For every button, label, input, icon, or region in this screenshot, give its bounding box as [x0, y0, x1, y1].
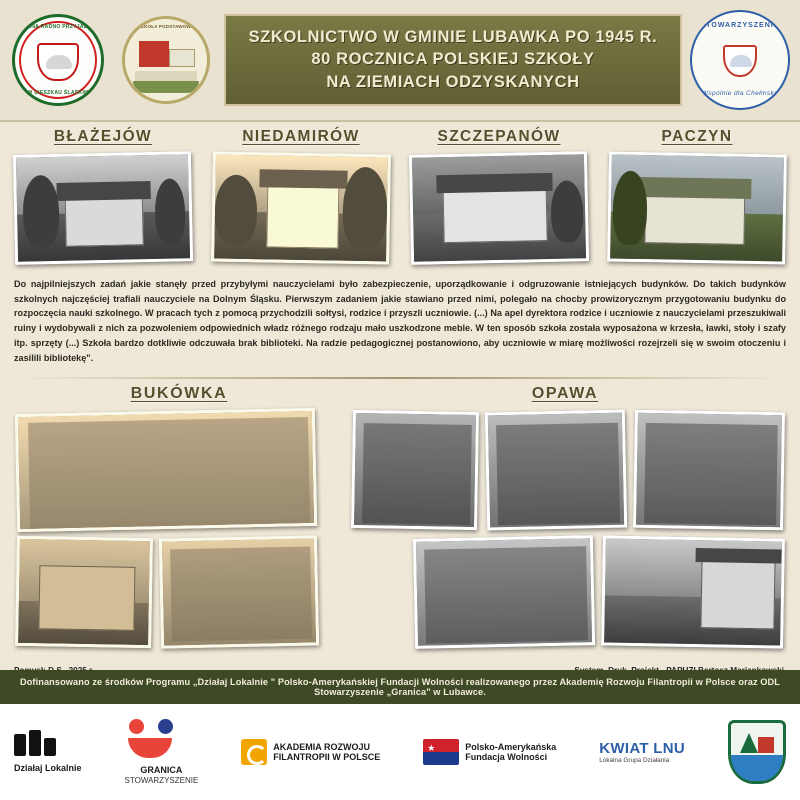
logo-line-2: Fundacja Wolności	[465, 752, 548, 762]
logo-szkoly-icon	[122, 16, 210, 104]
crest-bottom-text: W CIESZKAU ŚLĄSKIM	[27, 90, 89, 96]
title-line-2: 80 ROCZNICA POLSKIEJ SZKOŁY	[311, 50, 595, 69]
gallery-photo	[633, 410, 785, 531]
section-title: OPAWA	[531, 385, 599, 403]
photo-building	[38, 566, 135, 632]
logo-line-1: Działaj	[14, 763, 43, 774]
logo-dzialaj-lokalnie	[14, 730, 82, 773]
photo-group	[362, 423, 472, 525]
photo-tree	[342, 167, 387, 250]
school-logo-building-2	[169, 49, 195, 67]
village-blazejow	[14, 128, 192, 263]
logo-line-2: Lokalnie	[45, 763, 82, 774]
logo-line-1: Polsko-Amerykańska	[465, 741, 557, 752]
photo-group	[170, 547, 312, 642]
gallery-photo	[351, 410, 479, 530]
logo-line-2: STOWARZYSZENIE	[124, 775, 199, 785]
logo-kwiat-lnu	[599, 740, 685, 764]
photo-roof	[696, 548, 782, 563]
village-title: SZCZEPANÓW	[437, 128, 561, 145]
photo-group	[644, 423, 778, 525]
photo-building	[65, 197, 144, 247]
section-opawa	[344, 385, 786, 403]
village-title: BŁAŻEJÓW	[53, 128, 153, 145]
akademia-icon	[241, 739, 267, 765]
logo-stowarzyszenia-icon	[690, 10, 790, 110]
herb-gminy-icon	[12, 14, 104, 106]
bottom-titles	[0, 385, 800, 403]
village-photo	[409, 151, 589, 265]
poster-header	[0, 0, 800, 122]
photo-roof	[56, 181, 150, 201]
village-paczyn	[608, 128, 786, 263]
kwiat-lnu-icon	[599, 740, 685, 764]
logo-pafw	[423, 739, 556, 765]
logo-line-1: GRANICA	[140, 765, 183, 776]
dzialaj-lokalnie-icon	[14, 730, 60, 760]
association-bottom-text: Wspólnie dla Chełmska	[701, 90, 779, 97]
photo-group	[424, 547, 588, 644]
logo-lgd-herb	[728, 720, 786, 784]
gallery-photo	[485, 410, 627, 531]
village-title: PACZYN	[661, 128, 733, 145]
granica-icon	[125, 719, 177, 763]
photo-group	[496, 423, 620, 526]
photo-building	[266, 185, 339, 248]
logo-line-1: KWIAT LNU	[599, 740, 686, 757]
village-szczepanow	[410, 128, 588, 263]
village-photo	[607, 151, 787, 264]
gallery-photo	[15, 536, 153, 648]
association-shield	[723, 45, 757, 77]
school-logo-field	[133, 81, 199, 93]
section-bukowka	[14, 385, 344, 403]
photo-building	[443, 189, 548, 243]
bottom-section	[0, 385, 800, 661]
photo-group	[28, 417, 310, 529]
gallery-photo	[413, 535, 595, 649]
photo-roof	[639, 177, 751, 199]
village-row	[0, 122, 800, 263]
logo-line-2: FILANTROPII W POLSCE	[273, 752, 381, 762]
photo-roof	[259, 169, 347, 189]
photo-tree	[214, 175, 257, 246]
page-title	[224, 14, 682, 106]
title-line-3: NA ZIEMIACH ODZYSKANYCH	[326, 72, 580, 91]
photo-gallery	[0, 409, 800, 661]
funding-statement: Dofinansowano ze środków Programu „Działaj Lokalnie " Polsko-Amerykańskiej Fundacji Wolności realizowanego przez Akademię Rozwoju Filantropii w Polsce oraz ODL Stowarzyszenie „Granica" w Lubawce.	[0, 670, 800, 704]
gallery-photo	[159, 536, 319, 649]
title-line-1: SZKOLNICTWO W GMINIE LUBAWKA PO 1945 R.	[248, 28, 658, 47]
crest-top-text: GMINA RADNO PRZYJAZNA	[21, 24, 95, 30]
body-paragraph: Do najpilniejszych zadań jakie stanęły przed przybyłymi nauczycielami było zabezpieczenie, uporządkowanie i odgruzowanie istniejących budynków. Do takich budynków szkolnych najczęściej trafiali nauczyciele na Dolnym Śląsku. Pierwszym zadaniem jakie stawiano przed nimi, polegało na chocby prowizorycznym przygotowaniu budynku do rozpoczęcia nauki szkolnego. W pracach tych z pomocą przychodzili sołtysi, rodzice i przyszli uczniowie. (...) Na apel dyrektora rodzice i uczniowie z nauczycielami przeszukiwali ruiny i wydobywali z nich za pozwoleniem odpowiednich władz różnego rodzaju mało uszkodzone meble. W ten sposób szkoła została wyposażona w krzesła, ławki, stoły i szafy itp. sprzęty (...) Szkoła bardzo dotkliwie odczuwała brak biblioteki. Na radzie pedagogicznej postanowiono, aby uczniowie w miarę możliwości rozejrzeli się w swoim otoczeniu i zasilili bibliotekę".	[14, 279, 786, 363]
lgd-herb-icon	[728, 720, 786, 784]
photo-roof	[436, 173, 552, 193]
logo-granica	[125, 719, 199, 785]
village-title: NIEDAMIRÓW	[242, 128, 360, 145]
school-logo-text: SZKOŁA PODSTAWOWA	[137, 24, 195, 29]
logo-line-2: Lokalna Grupa Działania	[599, 757, 670, 764]
logo-line-1: AKADEMIA ROZWOJU	[273, 741, 370, 752]
pafw-icon: ★	[423, 739, 459, 765]
gallery-photo	[15, 408, 317, 532]
village-photo	[211, 151, 391, 264]
association-top-text: STOWARZYSZENIE	[700, 22, 780, 29]
logo-akademia-rozwoju-filantropii	[241, 739, 380, 765]
village-photo	[13, 151, 193, 265]
section-divider	[14, 377, 786, 379]
gallery-photo	[601, 536, 785, 649]
school-logo-building	[139, 41, 169, 67]
section-title: BUKÓWKA	[130, 385, 228, 403]
photo-tree	[612, 171, 647, 246]
photo-building	[700, 560, 775, 629]
photo-building	[644, 195, 745, 245]
footer-logos	[0, 704, 800, 800]
village-niedamirow	[212, 128, 390, 263]
crest-shield	[37, 43, 79, 81]
